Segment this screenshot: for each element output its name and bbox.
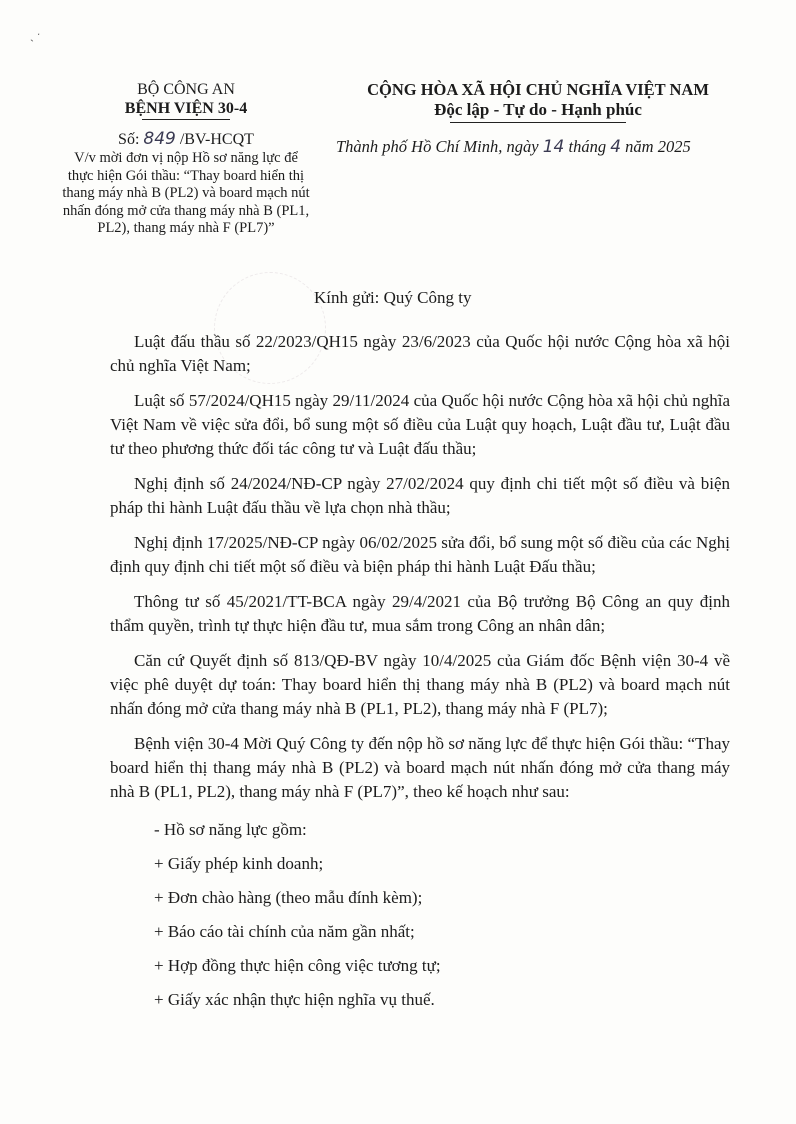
ministry-name: BỘ CÔNG AN <box>137 81 235 98</box>
paragraph-legal-basis-5: Thông tư số 45/2021/TT-BCA ngày 29/4/2021 của Bộ trưởng Bộ Công an quy định thẩm quyền, trình tự thực hiện đầu tư, mua sắm trong Công an nhân dân; <box>110 592 730 635</box>
greeting: Kính gửi: Quý Công ty <box>314 288 472 307</box>
scan-mark-icon: ˏ ˑ <box>30 28 41 42</box>
date-year: năm 2025 <box>625 137 691 156</box>
number-prefix: Số: <box>118 131 140 148</box>
paragraph-legal-basis-2: Luật số 57/2024/QH15 ngày 29/11/2024 của Quốc hội nước Cộng hòa xã hội chủ nghĩa Việt Nam về việc sửa đổi, bổ sung một số điều của Luật quy hoạch, Luật đầu tư, Luật đầu tư theo phương thức đối tác công tư và Luật đấu thầu; <box>110 391 730 458</box>
issuer-block <box>60 80 312 238</box>
number-suffix: /BV-HCQT <box>179 131 254 148</box>
hospital-name: BỆNH VIỆN 30-4 <box>124 100 248 117</box>
issuer-underline <box>142 119 230 120</box>
document-number <box>60 130 312 149</box>
date-city: Thành phố Hồ Chí Minh, ngày <box>336 137 539 156</box>
list-item: + Báo cáo tài chính của năm gần nhất; <box>154 922 415 941</box>
document-subject: V/v mời đơn vị nộp Hồ sơ năng lực để thực hiện Gói thầu: “Thay board hiển thị thang máy nhà B (PL2) và board mạch nút nhấn đóng mở cửa thang máy nhà B (PL1, PL2), thang máy nhà F (PL7)” <box>62 150 310 236</box>
list-item: - Hồ sơ năng lực gồm: <box>154 820 307 839</box>
list-item: + Giấy phép kinh doanh; <box>154 854 324 873</box>
paragraph-legal-basis-3: Nghị định số 24/2024/NĐ-CP ngày 27/02/2024 quy định chi tiết một số điều và biện pháp thi hành Luật đấu thầu về lựa chọn nhà thầu; <box>110 474 730 517</box>
date-day: 14 <box>542 137 565 157</box>
country-name: CỘNG HÒA XÃ HỘI CHỦ NGHĨA VIỆT NAM <box>367 80 709 99</box>
requirements-list <box>110 818 730 1012</box>
motto-underline <box>450 122 626 123</box>
date-month: 4 <box>610 137 622 157</box>
national-motto: Độc lập - Tự do - Hạnh phúc <box>434 100 642 119</box>
paragraph-invitation: Bệnh viện 30-4 Mời Quý Công ty đến nộp hồ sơ năng lực để thực hiện Gói thầu: “Thay board hiển thị thang máy nhà B (PL2) và board mạch nút nhấn đóng mở cửa thang máy nhà B (PL1, PL2), thang máy nhà F (PL7)”, theo kế hoạch như sau: <box>110 734 730 801</box>
list-item: + Hợp đồng thực hiện công việc tương tự; <box>154 956 441 975</box>
list-item: + Đơn chào hàng (theo mẫu đính kèm); <box>154 888 423 907</box>
date-month-label: tháng <box>568 137 607 156</box>
paragraph-decision: Căn cứ Quyết định số 813/QĐ-BV ngày 10/4/2025 của Giám đốc Bệnh viện 30-4 về việc phê duyệt dự toán: Thay board hiển thị thang máy nhà B (PL2) và board mạch nút nhấn đóng mở cửa thang máy nhà B (PL1, PL2), thang máy nhà F (PL7); <box>110 651 730 718</box>
dateline <box>330 137 746 157</box>
document-body <box>110 330 730 1022</box>
paragraph-legal-basis-4: Nghị định 17/2025/NĐ-CP ngày 06/02/2025 sửa đổi, bổ sung một số điều của các Nghị định quy định chi tiết một số điều và biện pháp thi hành Luật Đấu thầu; <box>110 533 730 576</box>
list-item: + Giấy xác nhận thực hiện nghĩa vụ thuế. <box>154 990 435 1009</box>
national-header <box>330 80 746 157</box>
paragraph-legal-basis-1: Luật đấu thầu số 22/2023/QH15 ngày 23/6/2023 của Quốc hội nước Cộng hòa xã hội chủ nghĩa Việt Nam; <box>110 332 730 375</box>
number-handwritten: 849 <box>143 129 176 149</box>
